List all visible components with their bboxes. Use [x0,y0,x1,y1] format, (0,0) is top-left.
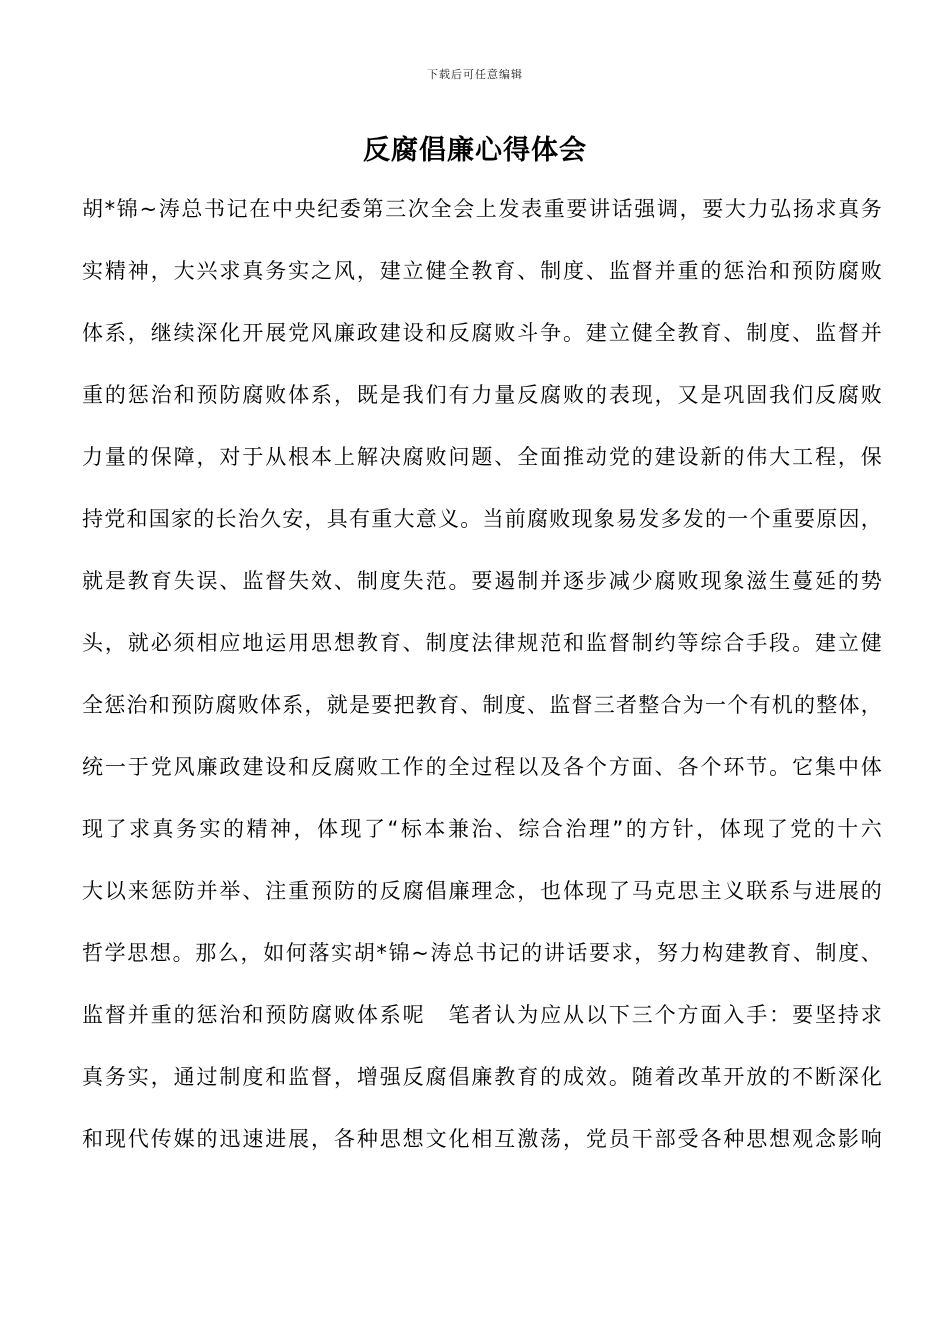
body-line: 持党和国家的长治久安，具有重大意义。当前腐败现象易发多发的一个重要原因， [82,507,882,531]
body-line: 力量的保障，对于从根本上解决腐败问题、全面推动党的建设新的伟大工程，保 [82,445,882,469]
body-line: 实精神，大兴求真务实之风，建立健全教育、制度、监督并重的惩治和预防腐败 [82,259,882,283]
body-line: 重的惩治和预防腐败体系，既是我们有力量反腐败的表现，又是巩固我们反腐败 [82,383,882,407]
body-line: 全惩治和预防腐败体系，就是要把教育、制度、监督三者整合为一个有机的整体， [82,693,882,717]
header-note: 下载后可任意编辑 [427,68,523,81]
body-line: 大以来惩防并举、注重预防的反腐倡廉理念，也体现了马克思主义联系与进展的 [82,879,882,903]
body-line: 哲学思想。那么，如何落实胡*锦~涛总书记的讲话要求，努力构建教育、制度、 [82,941,882,965]
document-title: 反腐倡廉心得体会 [363,135,587,166]
body-line: 就是教育失误、监督失效、制度失范。要遏制并逐步减少腐败现象滋生蔓延的势 [82,569,882,593]
document-body [82,188,882,1180]
body-line: 监督并重的惩治和预防腐败体系呢 笔者认为应从以下三个方面入手：要坚持求 [82,1003,882,1027]
body-line: 和现代传媒的迅速进展，各种思想文化相互激荡，党员干部受各种思想观念影响 [82,1127,882,1151]
body-line: 统一于党风廉政建设和反腐败工作的全过程以及各个方面、各个环节。它集中体 [82,755,882,779]
body-line: 现了求真务实的精神，体现了“标本兼治、综合治理”的方针，体现了党的十六 [82,817,882,841]
body-line: 头，就必须相应地运用思想教育、制度法律规范和监督制约等综合手段。建立健 [82,631,882,655]
body-line: 体系，继续深化开展党风廉政建设和反腐败斗争。建立健全教育、制度、监督并 [82,321,882,345]
body-line: 真务实，通过制度和监督，增强反腐倡廉教育的成效。随着改革开放的不断深化 [82,1065,882,1089]
body-line: 胡*锦~涛总书记在中央纪委第三次全会上发表重要讲话强调，要大力弘扬求真务 [82,197,882,221]
